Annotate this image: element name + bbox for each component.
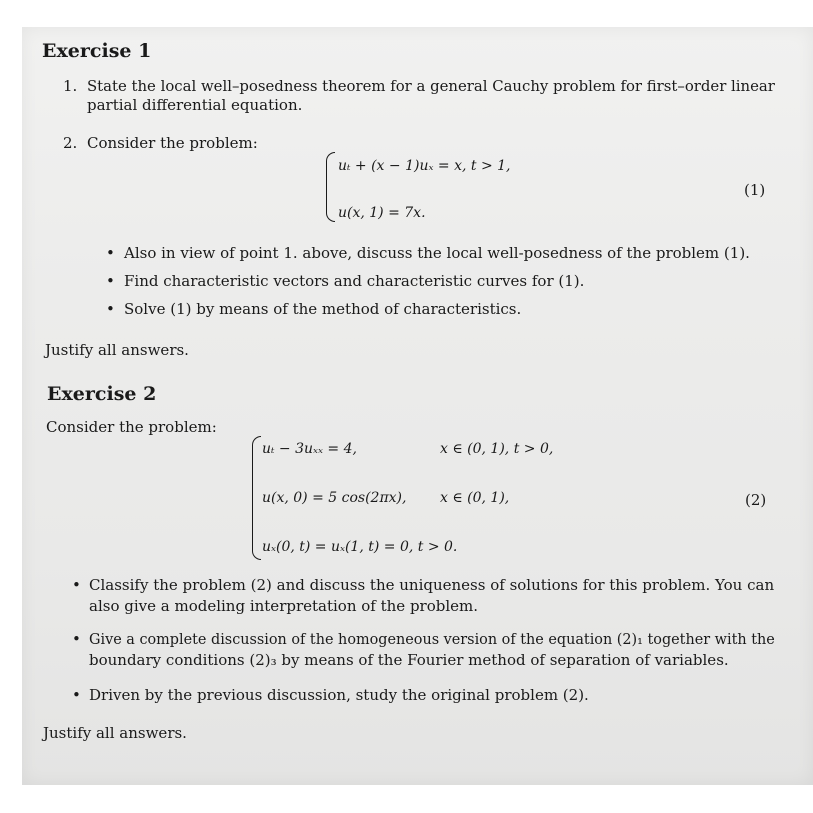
equation-2-line-2-right: x ∈ (0, 1),	[440, 490, 510, 506]
ex1-bullet-3: Solve (1) by means of the method of characteristics.	[124, 300, 522, 318]
bullet-icon: •	[106, 272, 115, 290]
item-1-text-line-2: partial differential equation.	[87, 96, 303, 114]
ex1-bullet-2: Find characteristic vectors and characteristic curves for (1).	[124, 272, 585, 290]
ex2-bullet-3: Driven by the previous discussion, study the original problem (2).	[89, 686, 589, 704]
equation-1-line-1: uₜ + (x − 1)uₓ = x, t > 1,	[338, 158, 511, 174]
equation-1-brace	[326, 152, 335, 222]
ex2-bullet-1-line-2: also give a modeling interpretation of the problem.	[89, 597, 479, 615]
equation-2-brace	[252, 436, 261, 560]
equation-1-number: (1)	[744, 181, 766, 199]
exercise-2-title: Exercise 2	[47, 383, 157, 405]
ex2-justify: Justify all answers.	[43, 724, 187, 742]
equation-1-line-2: u(x, 1) = 7x.	[338, 205, 426, 221]
item-2-text: Consider the problem:	[87, 134, 258, 152]
ex1-justify: Justify all answers.	[45, 341, 189, 359]
item-1-number: 1.	[63, 77, 78, 95]
bullet-icon: •	[72, 686, 81, 704]
ex2-bullet-2-line-1: Give a complete discussion of the homogeneous version of the equation (2)₁ together with the	[89, 630, 775, 648]
bullet-icon: •	[72, 630, 81, 648]
equation-2-line-3: uₓ(0, t) = uₓ(1, t) = 0, t > 0.	[262, 539, 458, 555]
ex2-bullet-1-line-1: Classify the problem (2) and discuss the uniqueness of solutions for this problem. You can	[89, 576, 775, 594]
item-2-number: 2.	[63, 134, 78, 152]
equation-2-line-2-left: u(x, 0) = 5 cos(2πx),	[262, 490, 407, 506]
item-1-text-line-1: State the local well–posedness theorem for a general Cauchy problem for first–order linear	[87, 77, 775, 95]
bullet-icon: •	[106, 300, 115, 318]
bullet-icon: •	[106, 244, 115, 262]
exercise-1-title: Exercise 1	[42, 40, 152, 62]
ex2-bullet-2-line-2: boundary conditions (2)₃ by means of the Fourier method of separation of variables.	[89, 651, 729, 669]
ex2-intro: Consider the problem:	[46, 418, 217, 436]
equation-2-line-1-left: uₜ − 3uₓₓ = 4,	[262, 441, 357, 457]
ex1-bullet-1: Also in view of point 1. above, discuss the local well-posedness of the problem (1).	[124, 244, 750, 262]
equation-2-number: (2)	[745, 491, 767, 509]
bullet-icon: •	[72, 576, 81, 594]
equation-2-line-1-right: x ∈ (0, 1), t > 0,	[440, 441, 554, 457]
